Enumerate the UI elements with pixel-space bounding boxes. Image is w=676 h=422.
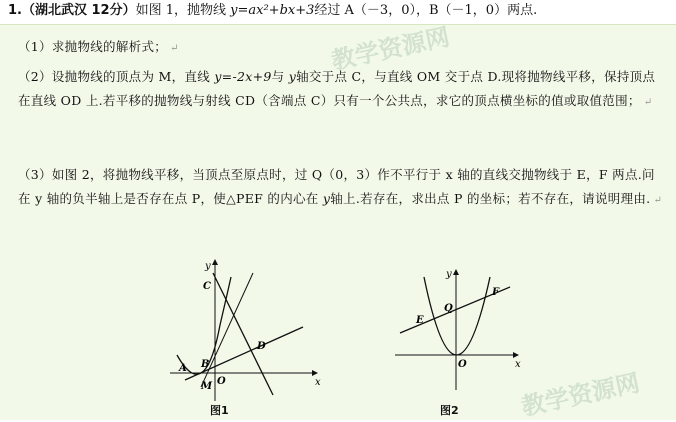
- label-x: x: [315, 377, 321, 388]
- label-o: O: [458, 359, 467, 370]
- label-a: A: [179, 363, 187, 374]
- part-2-text-b: 与: [271, 69, 289, 84]
- part-2-text-a: （2）设抛物线的顶点为 M，直线: [18, 69, 215, 84]
- return-mark-icon: ↵: [170, 43, 179, 54]
- figure-1: [165, 255, 330, 405]
- part-2-equation: y=-2x+9: [214, 69, 272, 84]
- label-y: y: [446, 269, 452, 280]
- label-q: Q: [444, 303, 453, 314]
- label-d: D: [257, 341, 266, 352]
- watermark: 教学资源网: [518, 368, 643, 422]
- problem-text-a: 如图 1，抛物线: [135, 3, 231, 18]
- problem-text-b: 经过 A（－3，0），B（－1，0）两点.: [314, 3, 538, 18]
- parabola-curve: [424, 277, 490, 355]
- part-2-y: y: [288, 69, 297, 84]
- label-o: O: [217, 376, 226, 387]
- label-c: C: [203, 281, 211, 292]
- problem-equation: y=ax²+bx+3: [230, 3, 315, 18]
- part-2-text-c: 轴交于点 C，与直线 OM 交于点 D.现将抛物线平移，保持顶点在直线 OD 上.若平移的抛物线与射线 CD（含端点 C）只有一个公共点，求它的顶点横坐标的值或取值范围；: [18, 69, 656, 108]
- return-mark-icon: ↵: [653, 195, 663, 206]
- part-1-text: （1）求抛物线的解析式；: [18, 39, 168, 54]
- watermark: 教学资源网: [328, 22, 453, 76]
- problem-header: [0, 0, 676, 22]
- label-e: E: [416, 315, 424, 326]
- label-y: y: [205, 261, 211, 272]
- label-f: F: [492, 287, 500, 298]
- part-3: [18, 163, 663, 213]
- figure-1-caption: 图1: [210, 404, 229, 417]
- part-3-text-a: （3）如图 2，将抛物线平移，当顶点至原点时，过 Q（0，3）作不平行于 x 轴的直线交抛物线于 E，F 两点.问在 y 轴的负半轴上是否存在点 P，使△PEF 的内心在: [18, 167, 655, 206]
- problem-number: 1.: [8, 3, 22, 18]
- return-mark-icon: ↵: [643, 97, 653, 108]
- problem-source: （湖北武汉 12分）: [21, 3, 136, 18]
- label-b: B: [201, 359, 210, 370]
- figure-2: [390, 265, 530, 400]
- figure-2-caption: 图2: [440, 404, 459, 417]
- label-m: M: [201, 381, 213, 392]
- part-3-text-b: 轴上.若存在，求出点 P 的坐标；若不存在，请说明理由.: [330, 191, 651, 206]
- problem-panel: [0, 24, 676, 420]
- label-x: x: [515, 359, 521, 370]
- part-3-y: y: [322, 191, 331, 206]
